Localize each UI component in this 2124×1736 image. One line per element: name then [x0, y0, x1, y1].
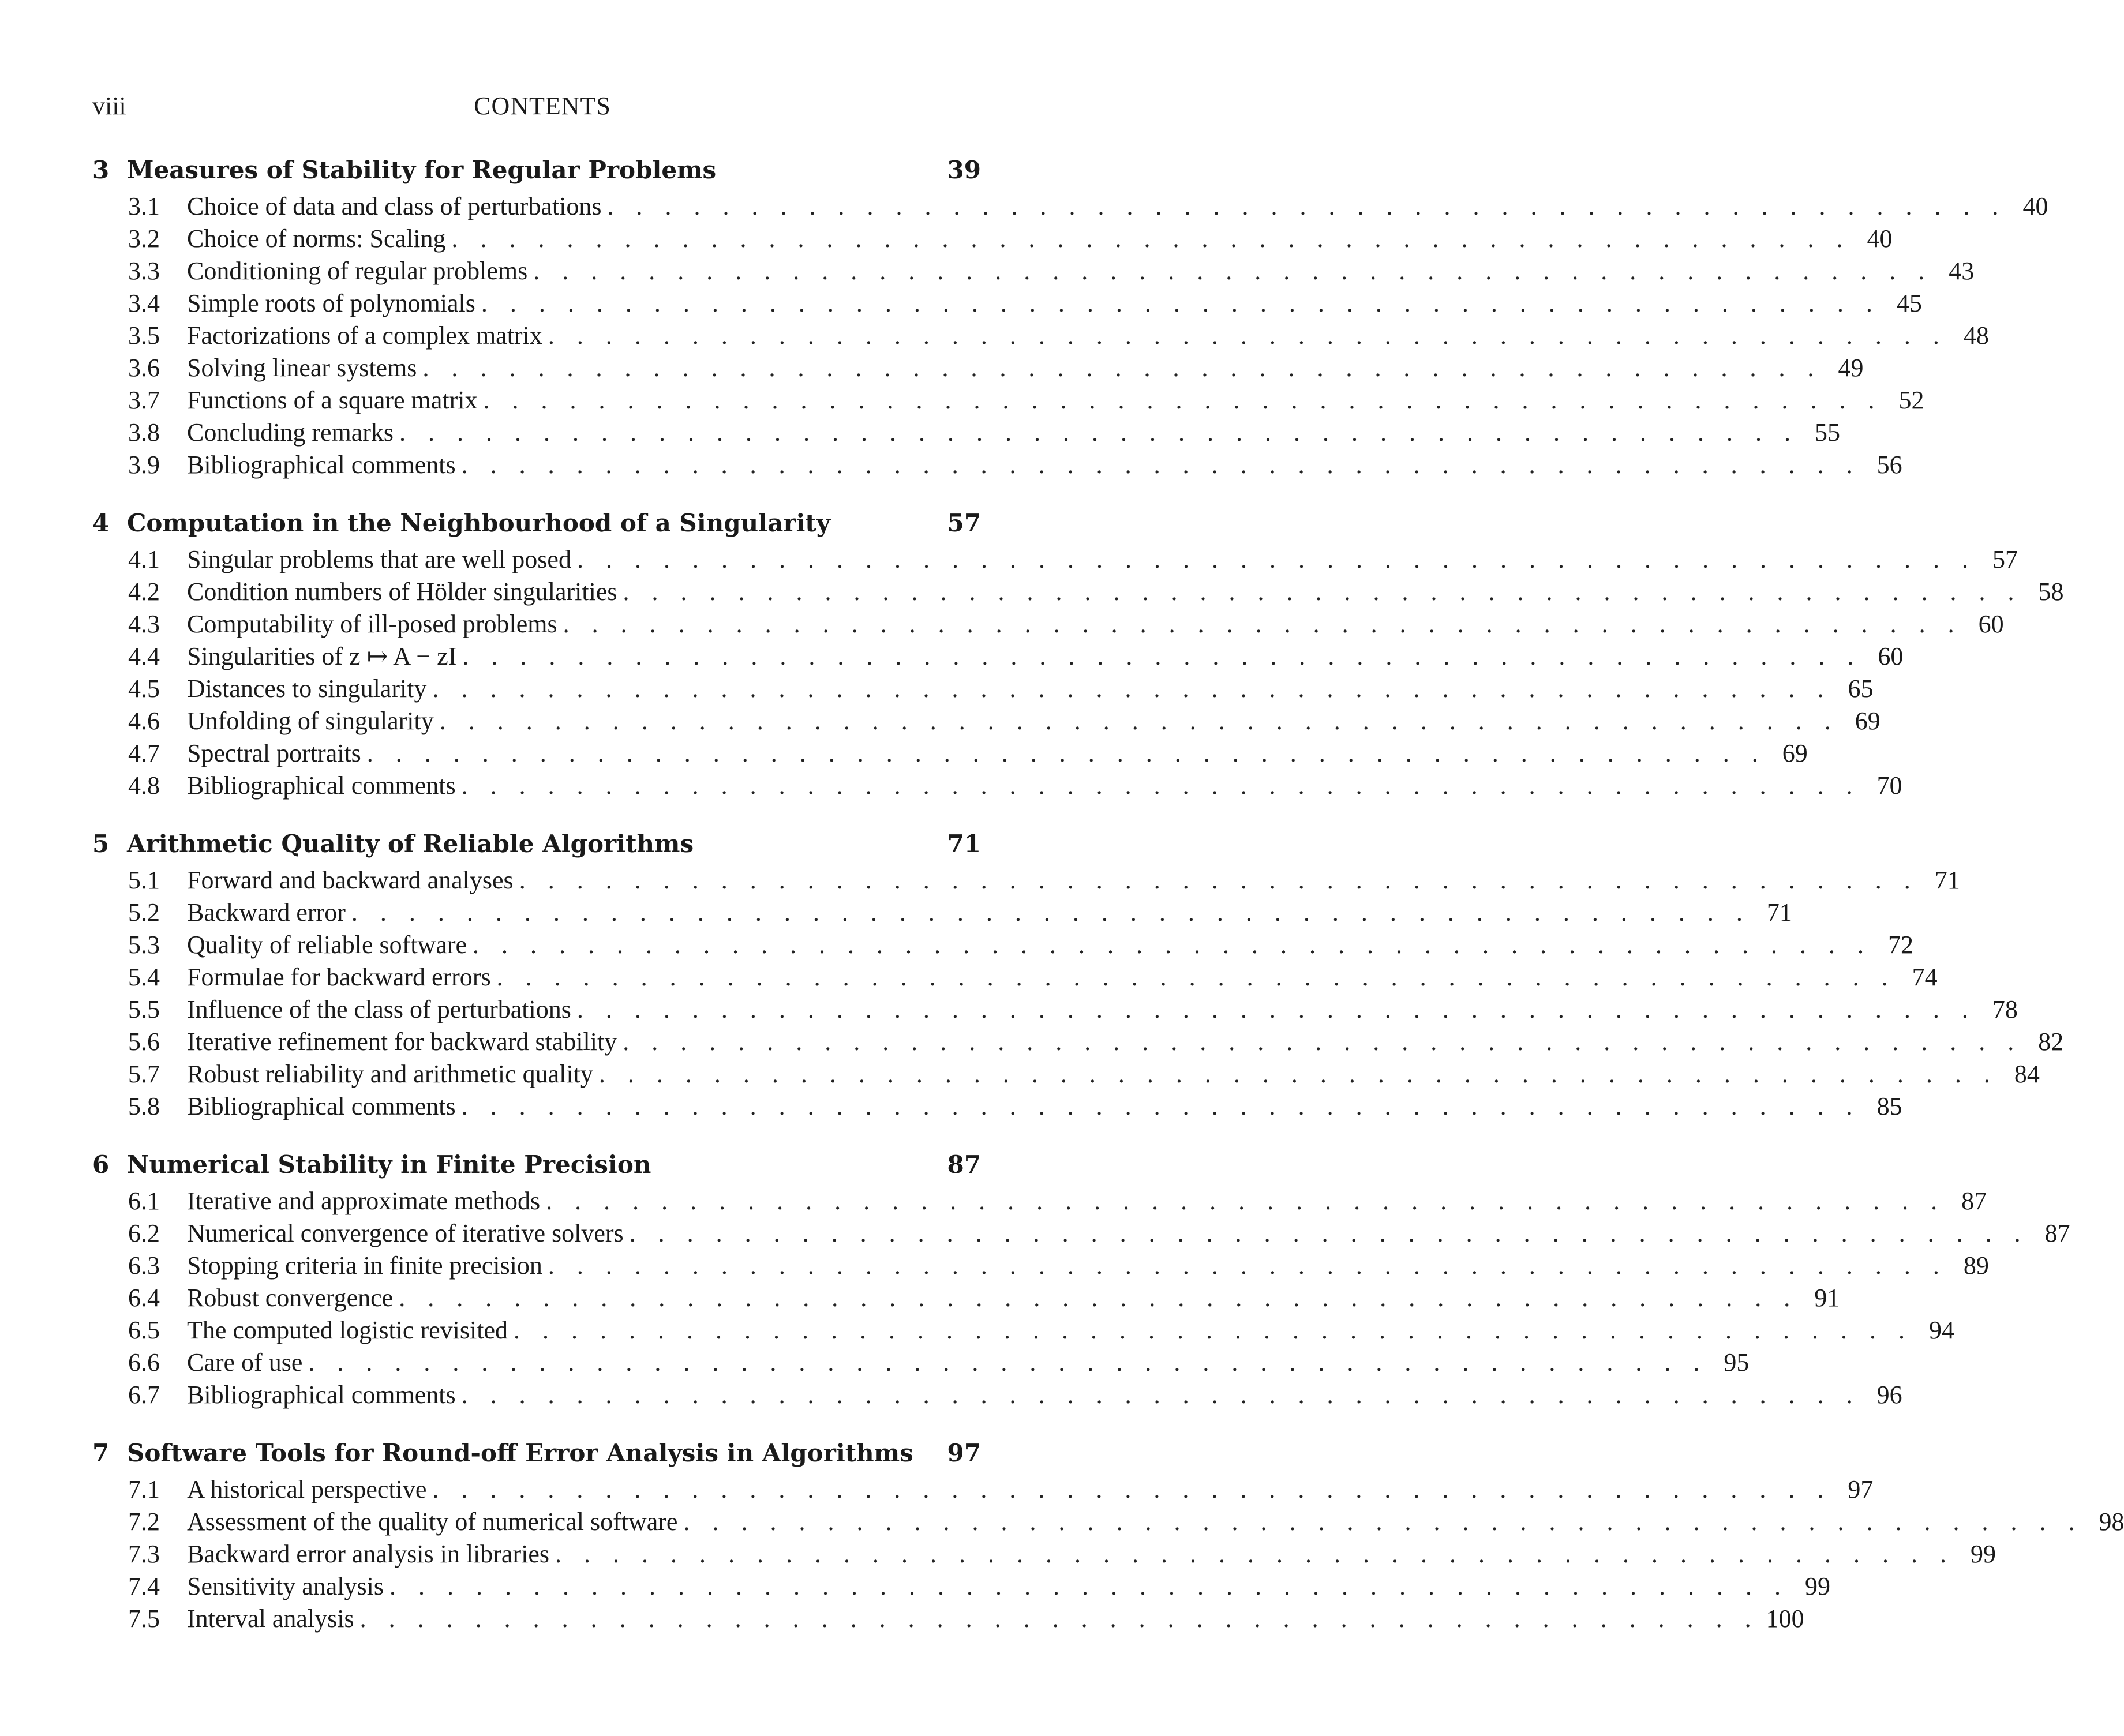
- toc-entry[interactable]: [92, 1315, 1954, 1348]
- section-page: 97: [1848, 1475, 1874, 1503]
- section-number: 7.3: [128, 1540, 160, 1568]
- chapter-3: [92, 156, 2048, 482]
- dot-leader: . . . . . . . . . . . . . . . . . . . . . . . . . . . . . . . . . . . . . . . . . . . . . . . . .: [623, 578, 2022, 606]
- page-folio: viii: [92, 92, 126, 120]
- chapter-heading[interactable]: [92, 830, 981, 865]
- dot-leader: . . . . . . . . . . . . . . . . . . . . . . . . . . . . . . . . . . . . . . . . . . . . . . . . .: [461, 1092, 1861, 1120]
- section-title: Solving linear systems: [187, 354, 417, 382]
- section-page: 48: [1963, 321, 1989, 350]
- section-title: Backward error: [187, 898, 346, 927]
- dot-leader: . . . . . . . . . . . . . . . . . . . . . . . . . . . . . . . . . . . . . . . . . . . . . . . . .: [473, 931, 1872, 959]
- dot-leader: . . . . . . . . . . . . . . . . . . . . . . . . . . . . . . . . . . . . . . . . . . . . . . . . .: [548, 1251, 1947, 1280]
- section-title: Functions of a square matrix: [187, 386, 478, 414]
- toc-entry[interactable]: [92, 450, 1902, 482]
- chapter-title: Measures of Stability for Regular Problems: [127, 156, 717, 184]
- section-title: Backward error analysis in libraries: [187, 1540, 549, 1568]
- toc-entry[interactable]: [92, 192, 2048, 224]
- section-page: 99: [1971, 1540, 1996, 1568]
- section-number: 5.6: [128, 1028, 160, 1056]
- section-page: 98: [2099, 1508, 2124, 1536]
- chapter-6: [92, 1150, 2070, 1412]
- toc-entry[interactable]: [92, 1186, 1987, 1218]
- section-number: 7.4: [128, 1572, 160, 1600]
- section-number: 5.1: [128, 866, 160, 894]
- section-number: 4.1: [128, 545, 160, 573]
- toc-entry[interactable]: [92, 385, 1924, 418]
- section-number: 5.5: [128, 995, 160, 1023]
- section-page: 56: [1876, 451, 1902, 479]
- section-number: 6.4: [128, 1284, 160, 1312]
- section-title: Singular problems that are well posed: [187, 545, 571, 573]
- section-page: 74: [1912, 963, 1938, 991]
- section-title: Choice of data and class of perturbations: [187, 192, 602, 220]
- dot-leader: . . . . . . . . . . . . . . . . . . . . . . . . . . . . . . . . . . . . . . . . . . . . . . . . .: [481, 289, 1880, 317]
- section-page: 60: [1878, 642, 1904, 670]
- dot-leader: . . . . . . . . . . . . . . . . . . . . . . . . . . . . . . . . . . . . . . . . . . . . . . . . .: [483, 386, 1883, 414]
- section-number: 5.7: [128, 1060, 160, 1088]
- dot-leader: . . . . . . . . . . . . . . . . . . . . . . . . . . . . . . . . . . . . . . . . . . . . . . . . .: [399, 1284, 1799, 1312]
- section-title: A historical perspective: [187, 1475, 427, 1503]
- section-page: 87: [1961, 1187, 1987, 1215]
- toc-entry[interactable]: [92, 642, 1904, 674]
- chapter-title: Computation in the Neighbourhood of a Singularity: [127, 509, 831, 537]
- section-page: 43: [1949, 257, 1975, 285]
- section-number: 4.6: [128, 707, 160, 735]
- dot-leader: . . . . . . . . . . . . . . . . . . . . . . . . . . . . . . . . . . . . . . . . . . . . . . . . .: [513, 1316, 1913, 1344]
- section-page: 69: [1855, 707, 1880, 735]
- section-number: 6.7: [128, 1381, 160, 1409]
- section-number: 7.1: [128, 1475, 160, 1503]
- toc-entry[interactable]: [92, 962, 1938, 995]
- chapter-number: 3: [92, 156, 110, 184]
- dot-leader: . . . . . . . . . . . . . . . . . . . . . . . . . . . . . . . . . . . . . . . . . . . . . . . . .: [533, 257, 1933, 285]
- chapter-title: Software Tools for Round-off Error Analysis in Algorithms: [127, 1439, 913, 1467]
- section-title: Unfolding of singularity: [187, 707, 434, 735]
- section-number: 6.5: [128, 1316, 160, 1344]
- section-number: 7.2: [128, 1508, 160, 1536]
- section-title: Bibliographical comments: [187, 451, 456, 479]
- section-page: 96: [1876, 1381, 1902, 1409]
- section-number: 3.1: [128, 192, 160, 220]
- dot-leader: . . . . . . . . . . . . . . . . . . . . . . . . . . . . . . . . . . . . . . . . . . . . . . . . .: [432, 674, 1832, 703]
- chapter-page: 57: [947, 509, 981, 537]
- section-page: 91: [1814, 1284, 1840, 1312]
- chapter-heading[interactable]: [92, 1439, 981, 1475]
- section-number: 3.3: [128, 257, 160, 285]
- section-page: 69: [1782, 739, 1808, 767]
- section-page: 70: [1876, 771, 1902, 800]
- toc-entry[interactable]: [92, 1539, 1996, 1572]
- section-title: Bibliographical comments: [187, 1092, 456, 1120]
- section-page: 100: [1766, 1604, 1804, 1633]
- section-title: Iterative and approximate methods: [187, 1187, 541, 1215]
- toc-entry[interactable]: [92, 706, 1880, 738]
- section-page: 82: [2038, 1028, 2064, 1056]
- chapter-number: 4: [92, 509, 110, 537]
- toc-entry[interactable]: [92, 1283, 1840, 1315]
- dot-leader: . . . . . . . . . . . . . . . . . . . . . . . . . . . . . . . . . . . . . . . . . . . . . . . . .: [683, 1508, 2083, 1536]
- section-number: 4.2: [128, 578, 160, 606]
- dot-leader: . . . . . . . . . . . . . . . . . . . . . . . . . . . . . . . . . . . . . . . . . . . . . . . . .: [623, 1028, 2022, 1056]
- section-page: 58: [2038, 578, 2064, 606]
- section-title: Computability of ill-posed problems: [187, 610, 557, 638]
- toc-entry[interactable]: [92, 930, 1914, 962]
- chapter-number: 5: [92, 830, 110, 858]
- dot-leader: . . . . . . . . . . . . . . . . . . . . . . . . . . . . . . . . . . . . . . . . . . . . . . . . .: [629, 1219, 2029, 1247]
- section-page: 52: [1898, 386, 1924, 414]
- section-title: Bibliographical comments: [187, 771, 456, 800]
- toc-entry[interactable]: [92, 1348, 1750, 1380]
- section-number: 4.7: [128, 739, 160, 767]
- section-number: 4.5: [128, 674, 160, 703]
- dot-leader: . . . . . . . . . . . . . . . . . . . . . . . . . . . . . . . . . . . . . . . . . . . . . . . . .: [451, 224, 1851, 253]
- section-number: 6.6: [128, 1348, 160, 1377]
- section-title: Care of use: [187, 1348, 303, 1377]
- section-title: Singularities of z ↦ A − zI: [187, 642, 457, 670]
- section-page: 40: [1867, 224, 1893, 253]
- section-number: 5.3: [128, 931, 160, 959]
- section-title: Distances to singularity: [187, 674, 427, 703]
- dot-leader: . . . . . . . . . . . . . . . . . . . . . . . . . . . . . . . . . . . . . . . . . . . . . . . . .: [308, 1348, 1708, 1377]
- section-page: 71: [1766, 898, 1792, 927]
- section-title: Conditioning of regular problems: [187, 257, 528, 285]
- toc-entry[interactable]: [92, 1380, 1902, 1412]
- chapter-5: [92, 830, 2064, 1124]
- running-head-title: CONTENTS: [474, 92, 611, 120]
- dot-leader: . . . . . . . . . . . . . . . . . . . . . . . . . . . . . . . . . . . . . . . . . . . . . . . . .: [461, 1381, 1861, 1409]
- section-number: 5.2: [128, 898, 160, 927]
- toc-entry[interactable]: [92, 674, 1874, 706]
- toc-entry[interactable]: [92, 1027, 2064, 1059]
- section-page: 84: [2014, 1060, 2040, 1088]
- dot-leader: . . . . . . . . . . . . . . . . . . . . . . . . . . . . . . . . . . . . . . . . . . . . . . . . .: [548, 321, 1947, 350]
- toc-entry[interactable]: [92, 609, 2004, 642]
- chapter-title: Arithmetic Quality of Reliable Algorithms: [127, 830, 694, 858]
- dot-leader: . . . . . . . . . . . . . . . . . . . . . . . . . . . . . . . . . . . . . . . . . . . . . . . . .: [462, 642, 1862, 670]
- chapter-page: 97: [947, 1439, 981, 1467]
- section-title: Numerical convergence of iterative solvers: [187, 1219, 624, 1247]
- section-title: Spectral portraits: [187, 739, 361, 767]
- section-page: 85: [1876, 1092, 1902, 1120]
- section-page: 40: [2022, 192, 2048, 220]
- section-title: Influence of the class of perturbations: [187, 995, 571, 1023]
- toc-entry[interactable]: [92, 771, 1902, 803]
- section-page: 72: [1888, 931, 1914, 959]
- section-page: 78: [1992, 995, 2018, 1023]
- section-title: Bibliographical comments: [187, 1381, 456, 1409]
- toc-entry[interactable]: [92, 1604, 1804, 1636]
- section-title: Formulae for backward errors: [187, 963, 491, 991]
- section-page: 71: [1934, 866, 1960, 894]
- section-title: The computed logistic revisited: [187, 1316, 508, 1344]
- section-number: 7.5: [128, 1604, 160, 1633]
- section-title: Simple roots of polynomials: [187, 289, 475, 317]
- section-number: 3.5: [128, 321, 160, 350]
- section-number: 4.3: [128, 610, 160, 638]
- dot-leader: . . . . . . . . . . . . . . . . . . . . . . . . . . . . . . . . . . . . . . . . . . . . . . . . .: [432, 1475, 1832, 1503]
- section-number: 3.8: [128, 418, 160, 447]
- section-page: 49: [1838, 354, 1864, 382]
- section-page: 99: [1805, 1572, 1830, 1600]
- section-page: 89: [1963, 1251, 1989, 1280]
- toc-entry[interactable]: [92, 577, 2064, 609]
- section-page: 95: [1724, 1348, 1750, 1377]
- section-number: 6.2: [128, 1219, 160, 1247]
- chapter-number: 6: [92, 1150, 110, 1179]
- section-title: Robust reliability and arithmetic quality: [187, 1060, 593, 1088]
- dot-leader: . . . . . . . . . . . . . . . . . . . . . . . . . . . . . . . . . . . . . . . . . . . . . . . . .: [439, 707, 1839, 735]
- toc-entry[interactable]: [92, 865, 1960, 898]
- dot-leader: . . . . . . . . . . . . . . . . . . . . . . . . . . . . . . . . . . . . . . . . . . . . . . . . .: [607, 192, 2007, 220]
- chapter-heading[interactable]: [92, 156, 981, 192]
- dot-leader: . . . . . . . . . . . . . . . . . . . . . . . . . . . . . . . . . . . . . . . . . . . . . . . . .: [366, 739, 1766, 767]
- toc-entry[interactable]: [92, 418, 1841, 450]
- toc-entry[interactable]: [92, 1572, 1830, 1604]
- section-number: 4.4: [128, 642, 160, 670]
- chapter-page: 87: [947, 1150, 981, 1179]
- section-number: 5.8: [128, 1092, 160, 1120]
- dot-leader: . . . . . . . . . . . . . . . . . . . . . . . . . . . . . . . . . . . . . . . . . . . . . . . . .: [359, 1604, 1759, 1633]
- section-page: 45: [1896, 289, 1922, 317]
- section-number: 3.7: [128, 386, 160, 414]
- dot-leader: . . . . . . . . . . . . . . . . . . . . . . . . . . . . . . . . . . . . . . . . . . . . . . . . .: [563, 610, 1962, 638]
- toc-entry[interactable]: [92, 256, 1975, 288]
- section-page: 94: [1928, 1316, 1954, 1344]
- section-number: 6.3: [128, 1251, 160, 1280]
- section-title: Quality of reliable software: [187, 931, 467, 959]
- section-page: 55: [1815, 418, 1841, 447]
- toc-entry[interactable]: [92, 224, 1893, 256]
- section-title: Forward and backward analyses: [187, 866, 514, 894]
- toc-entry[interactable]: [92, 1092, 1902, 1124]
- dot-leader: . . . . . . . . . . . . . . . . . . . . . . . . . . . . . . . . . . . . . . . . . . . . . . . . .: [422, 354, 1822, 382]
- dot-leader: . . . . . . . . . . . . . . . . . . . . . . . . . . . . . . . . . . . . . . . . . . . . . . . . .: [399, 418, 1799, 447]
- toc-entry[interactable]: [92, 1475, 1874, 1507]
- chapter-page: 71: [947, 830, 981, 858]
- section-number: 3.2: [128, 224, 160, 253]
- toc-entry[interactable]: [92, 1059, 2040, 1092]
- section-title: Choice of norms: Scaling: [187, 224, 446, 253]
- chapter-title: Numerical Stability in Finite Precision: [127, 1150, 651, 1179]
- dot-leader: . . . . . . . . . . . . . . . . . . . . . . . . . . . . . . . . . . . . . . . . . . . . . . . . .: [351, 898, 1751, 927]
- section-title: Assessment of the quality of numerical software: [187, 1508, 678, 1536]
- dot-leader: . . . . . . . . . . . . . . . . . . . . . . . . . . . . . . . . . . . . . . . . . . . . . . . . .: [461, 451, 1861, 479]
- dot-leader: . . . . . . . . . . . . . . . . . . . . . . . . . . . . . . . . . . . . . . . . . . . . . . . . .: [576, 545, 1976, 573]
- chapter-page: 39: [947, 156, 981, 184]
- dot-leader: . . . . . . . . . . . . . . . . . . . . . . . . . . . . . . . . . . . . . . . . . . . . . . . . .: [496, 963, 1896, 991]
- toc-entry[interactable]: [92, 738, 1808, 771]
- dot-leader: . . . . . . . . . . . . . . . . . . . . . . . . . . . . . . . . . . . . . . . . . . . . . . . . .: [461, 771, 1861, 800]
- dot-leader: . . . . . . . . . . . . . . . . . . . . . . . . . . . . . . . . . . . . . . . . . . . . . . . . .: [389, 1572, 1789, 1600]
- chapter-heading[interactable]: [92, 1150, 981, 1186]
- chapter-heading[interactable]: [92, 509, 981, 545]
- section-title: Sensitivity analysis: [187, 1572, 384, 1600]
- section-page: 57: [1992, 545, 2018, 573]
- dot-leader: . . . . . . . . . . . . . . . . . . . . . . . . . . . . . . . . . . . . . . . . . . . . . . . . .: [598, 1060, 1998, 1088]
- section-title: Interval analysis: [187, 1604, 354, 1633]
- toc-entry[interactable]: [92, 353, 1864, 385]
- dot-leader: . . . . . . . . . . . . . . . . . . . . . . . . . . . . . . . . . . . . . . . . . . . . . . . . .: [519, 866, 1919, 894]
- section-title: Robust convergence: [187, 1284, 394, 1312]
- table-of-contents: [92, 156, 2124, 1663]
- dot-leader: . . . . . . . . . . . . . . . . . . . . . . . . . . . . . . . . . . . . . . . . . . . . . . . . .: [546, 1187, 1946, 1215]
- section-number: 3.9: [128, 451, 160, 479]
- section-title: Concluding remarks: [187, 418, 394, 447]
- section-title: Factorizations of a complex matrix: [187, 321, 542, 350]
- section-number: 4.8: [128, 771, 160, 800]
- section-number: 6.1: [128, 1187, 160, 1215]
- chapter-number: 7: [92, 1439, 110, 1467]
- section-number: 3.6: [128, 354, 160, 382]
- toc-entry[interactable]: [92, 898, 1792, 930]
- chapter-7: [92, 1439, 2124, 1636]
- section-page: 87: [2044, 1219, 2070, 1247]
- running-head: [92, 91, 992, 123]
- toc-entry[interactable]: [92, 1507, 2124, 1539]
- chapter-4: [92, 509, 2064, 803]
- dot-leader: . . . . . . . . . . . . . . . . . . . . . . . . . . . . . . . . . . . . . . . . . . . . . . . . .: [555, 1540, 1954, 1568]
- section-number: 3.4: [128, 289, 160, 317]
- section-title: Stopping criteria in finite precision: [187, 1251, 542, 1280]
- toc-entry[interactable]: [92, 545, 2018, 577]
- section-page: 60: [1978, 610, 2004, 638]
- toc-entry[interactable]: [92, 1251, 1989, 1283]
- toc-entry[interactable]: [92, 995, 2018, 1027]
- section-number: 5.4: [128, 963, 160, 991]
- section-page: 65: [1848, 674, 1874, 703]
- dot-leader: . . . . . . . . . . . . . . . . . . . . . . . . . . . . . . . . . . . . . . . . . . . . . . . . .: [576, 995, 1976, 1023]
- toc-entry[interactable]: [92, 1218, 2070, 1251]
- toc-entry[interactable]: [92, 321, 1989, 353]
- toc-entry[interactable]: [92, 288, 1922, 321]
- section-title: Condition numbers of Hölder singularities: [187, 578, 617, 606]
- section-title: Iterative refinement for backward stability: [187, 1028, 617, 1056]
